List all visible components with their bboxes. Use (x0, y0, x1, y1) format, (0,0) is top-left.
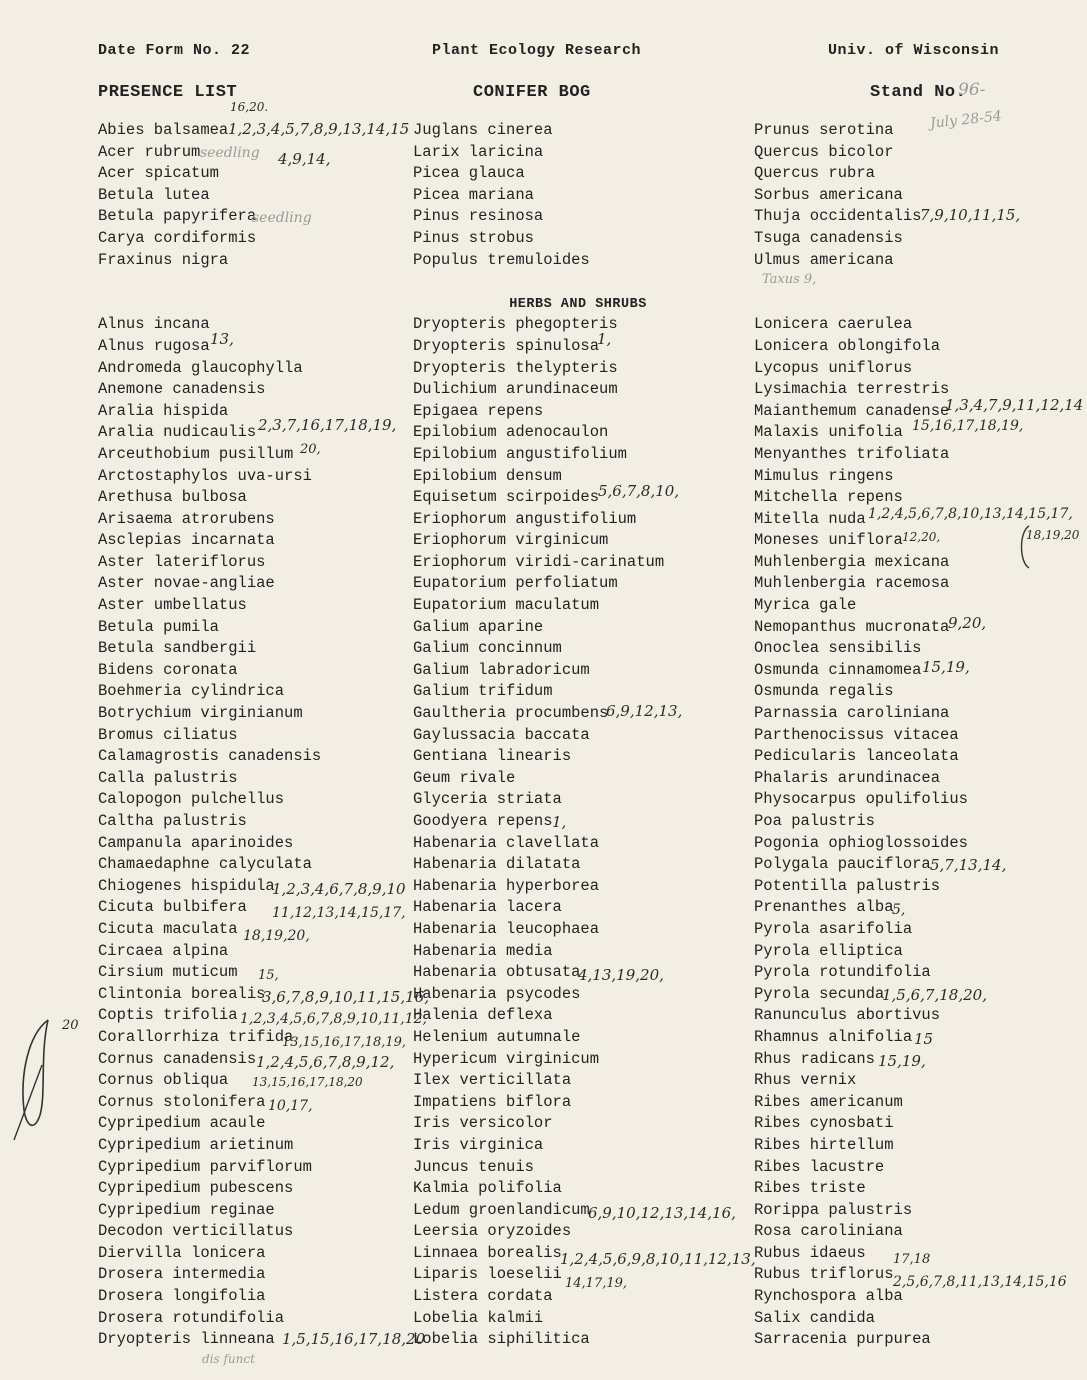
species-column-1 (98, 120, 428, 1351)
species-entry: Betula sandbergii (98, 639, 257, 658)
species-entry: Phalaris arundinacea (754, 768, 941, 787)
stand-number: 96- (958, 80, 986, 100)
species-entry: Rorippa palustris (754, 1200, 913, 1219)
species-entry: Rubus triflorus (754, 1265, 894, 1284)
species-entry: Diervilla lonicera (98, 1243, 266, 1262)
species-entry: Ribes hirtellum (754, 1135, 894, 1154)
species-entry: Poa palustris (754, 812, 875, 830)
species-entry: Pyrola secunda (754, 984, 885, 1003)
species-entry: Cornus canadensis (98, 1049, 257, 1068)
species-entry: Arethusa bulbosa (98, 488, 247, 507)
species-entry: Goodyera repens (413, 812, 553, 830)
species-entry: Acer rubrum (98, 142, 201, 161)
species-entry: Aralia nudicaulis (98, 423, 257, 442)
species-entry: Rynchospora alba (754, 1287, 903, 1306)
note-malaxis: 15,16,17,18,19, (912, 418, 1024, 434)
species-entry: Epilobium adenocaulon (413, 423, 609, 442)
species-entry: Abies balsamea (98, 121, 229, 139)
species-entry: Cypripedium acaule (98, 1114, 266, 1133)
note-equisetum: 5,6,7,8,10, (598, 482, 680, 500)
note-clintonia: 3,6,7,8,9,10,11,15,16, (262, 988, 429, 1006)
species-entry: Alnus rugosa (98, 336, 210, 355)
species-entry: Cypripedium pubescens (98, 1179, 294, 1198)
species-entry: Pyrola rotundifolia (754, 963, 931, 982)
note-goodyera: 1, (552, 813, 567, 831)
species-entry: Drosera longifolia (98, 1287, 266, 1306)
species-entry: Cicuta maculata (98, 919, 238, 938)
species-entry: Cirsium muticum (98, 963, 238, 982)
species-entry: Geum rivale (413, 768, 516, 787)
species-entry: Picea mariana (413, 185, 534, 204)
note-nemopanthus: 9,20, (948, 614, 987, 632)
species-entry: Juglans cinerea (413, 121, 553, 139)
note-abies-top: 16,20. (230, 100, 269, 114)
species-entry: Prunus serotina (754, 121, 894, 139)
note-cicuta-m: 18,19,20, (243, 928, 310, 944)
species-entry: Juncus tenuis (413, 1157, 534, 1176)
species-entry: Drosera intermedia (98, 1265, 266, 1284)
species-entry: Betula pumila (98, 617, 219, 636)
species-entry: Habenaria lacera (413, 898, 562, 917)
note-liparis: 14,17,19, (565, 1276, 628, 1291)
note-cornus-sto: 10,17, (268, 1098, 313, 1114)
note-habenaria-obt: 4,13,19,20, (578, 966, 664, 984)
species-entry: Epigaea repens (413, 401, 544, 420)
note-arceuthobium: 20, (300, 442, 321, 457)
species-entry: Gaultheria procumbens (413, 704, 609, 723)
species-entry: Mitella nuda (754, 509, 866, 528)
note-pyrola-sec: 1,5,6,7,18,20, (882, 986, 987, 1004)
species-entry: Polygala pauciflora (754, 855, 931, 874)
margin-bracket-mark (10, 1015, 60, 1145)
species-entry: Habenaria leucophaea (413, 919, 600, 938)
species-entry: Rhus vernix (754, 1071, 857, 1090)
note-coptis: 1,2,3,4,5,6,7,8,9,10,11,12, (240, 1011, 428, 1027)
species-entry: Onoclea sensibilis (754, 639, 922, 658)
note-linnaea: 1,2,4,5,6,9,8,10,11,12,13, (560, 1250, 756, 1268)
species-column-3 (754, 120, 1084, 1351)
row-gap (98, 271, 428, 293)
species-entry: Picea glauca (413, 164, 525, 183)
species-entry: Mitchella repens (754, 488, 903, 507)
species-entry: Muhlenbergia racemosa (754, 574, 950, 593)
species-entry: Ribes triste (754, 1179, 866, 1198)
species-entry: Ribes lacustre (754, 1157, 885, 1176)
species-entry: Galium concinnum (413, 639, 562, 658)
species-entry: Bromus ciliatus (98, 725, 238, 744)
species-entry: Epilobium densum (413, 466, 562, 485)
species-entry: Pedicularis lanceolata (754, 747, 959, 766)
species-entry: Pogonia ophioglossoides (754, 833, 968, 852)
species-entry: Pinus strobus (413, 228, 534, 247)
note-alnus-rugosa: 13, (210, 330, 234, 348)
species-entry: Dulichium arundinaceum (413, 380, 618, 399)
species-entry: Nemopanthus mucronata (754, 617, 950, 636)
species-entry: Aster umbellatus (98, 596, 247, 615)
species-entry: Eriophorum angustifolium (413, 509, 637, 528)
species-entry: Leersia oryzoides (413, 1222, 572, 1241)
species-entry: Arceuthobium pusillum (98, 444, 294, 463)
species-entry: Ilex verticillata (413, 1071, 572, 1090)
species-entry: Epilobium angustifolium (413, 444, 627, 463)
note-dryopteris-lin: 1,5,15,16,17,18,20 (282, 1330, 426, 1348)
species-entry: Botrychium virginianum (98, 704, 303, 723)
species-entry: Sarracenia purpurea (754, 1330, 931, 1349)
species-entry: Cypripedium parviflorum (98, 1157, 312, 1176)
species-entry: Cornus stolonifera (98, 1092, 266, 1111)
species-entry: Equisetum scirpoides (413, 488, 600, 507)
species-entry: Glyceria striata (413, 790, 562, 809)
note-prenanthes: 5, (892, 902, 906, 918)
research-title: Plant Ecology Research (432, 42, 642, 59)
species-entry: Prenanthes alba (754, 898, 894, 917)
note-rubus-tri: 2,5,6,7,8,11,13,14,15,16 (893, 1274, 1067, 1290)
note-aralia-nud: 2,3,7,16,17,18,19, (258, 416, 397, 434)
species-entry: Corallorrhiza trifida (98, 1027, 294, 1046)
species-entry: Rubus idaeus (754, 1243, 866, 1262)
species-entry: Clintonia borealis (98, 984, 266, 1003)
note-taxus: Taxus 9, (762, 272, 817, 287)
species-entry: Helenium autumnale (413, 1027, 581, 1046)
species-entry: Bidens coronata (98, 660, 238, 679)
species-entry: Linnaea borealis (413, 1243, 562, 1262)
species-entry: Galium trifidum (413, 682, 553, 701)
note-rubus-top: 17,18 (893, 1252, 931, 1267)
species-entry: Ribes cynosbati (754, 1114, 894, 1133)
species-entry: Hypericum virginicum (413, 1049, 600, 1068)
note-mitella-bracket: 18,19,20 (1026, 528, 1080, 542)
species-entry: Quercus rubra (754, 164, 875, 183)
note-thuja: 7,9,10,11,15, (920, 206, 1021, 224)
species-entry: Thuja occidentalis (754, 207, 922, 226)
note-abies: 1,2,3,4,5,7,8,9,13,14,15 (228, 120, 410, 138)
species-entry: Iris versicolor (413, 1114, 553, 1133)
species-entry: Calla palustris (98, 768, 238, 787)
species-entry: Larix laricina (413, 142, 544, 161)
species-entry: Caltha palustris (98, 812, 247, 830)
note-betula-pap-pencil: seedling (252, 210, 312, 226)
species-entry: Galium aparine (413, 617, 544, 636)
species-entry: Rosa caroliniana (754, 1222, 903, 1241)
row-gap (413, 271, 743, 293)
form-number: Date Form No. 22 (98, 42, 251, 59)
species-entry: Populus tremuloides (413, 250, 590, 269)
species-entry: Habenaria clavellata (413, 833, 600, 852)
species-entry: Habenaria psycodes (413, 984, 581, 1003)
species-entry: Lobelia siphilitica (413, 1330, 590, 1349)
note-ledum: 6,9,10,12,13,14,16, (588, 1204, 736, 1222)
note-dryopteris-spin: 1, (597, 330, 612, 348)
species-entry: Coptis trifolia (98, 1006, 238, 1025)
species-entry: Alnus incana (98, 315, 210, 334)
note-dryopteris-lin-pencil: dis funct (202, 1352, 255, 1366)
species-entry: Gaylussacia baccata (413, 725, 590, 744)
species-entry: Arctostaphylos uva-ursi (98, 466, 312, 485)
species-entry: Parthenocissus vitacea (754, 725, 959, 744)
species-entry: Salix candida (754, 1308, 875, 1327)
species-entry: Cypripedium arietinum (98, 1135, 294, 1154)
species-entry: Lysimachia terrestris (754, 380, 950, 399)
note-cornus-obl: 13,15,16,17,18,20 (252, 1075, 363, 1089)
row-gap (98, 293, 428, 315)
species-entry: Menyanthes trifoliata (754, 444, 950, 463)
species-entry: Mimulus ringens (754, 466, 894, 485)
species-entry: Acer spicatum (98, 164, 219, 183)
species-entry: Halenia deflexa (413, 1006, 553, 1025)
species-entry: Cypripedium reginae (98, 1200, 275, 1219)
presence-list-title: PRESENCE LIST (98, 83, 238, 102)
species-entry: Liparis loeselii (413, 1265, 562, 1284)
species-entry: Eupatorium perfoliatum (413, 574, 618, 593)
species-entry: Sorbus americana (754, 185, 903, 204)
species-entry: Lobelia kalmii (413, 1308, 544, 1327)
species-entry: Myrica gale (754, 596, 857, 615)
species-entry: Eriophorum virginicum (413, 531, 609, 550)
note-moneses: 12,20, (902, 530, 941, 544)
species-entry: Circaea alpina (98, 941, 229, 960)
species-entry: Dryopteris spinulosa (413, 336, 600, 355)
species-entry: Asclepias incarnata (98, 531, 275, 550)
species-entry: Cicuta bulbifera (98, 898, 247, 917)
species-entry: Parnassia caroliniana (754, 704, 950, 723)
species-entry: Pyrola elliptica (754, 941, 903, 960)
species-entry: Boehmeria cylindrica (98, 682, 285, 701)
note-osmunda-c: 15,19, (922, 658, 970, 676)
species-entry: Betula lutea (98, 185, 210, 204)
species-entry: Dryopteris thelypteris (413, 358, 618, 377)
species-entry: Anemone canadensis (98, 380, 266, 399)
date-note: July 28-54 (929, 108, 1003, 132)
species-entry: Aster novae-angliae (98, 574, 275, 593)
species-entry: Physocarpus opulifolius (754, 790, 968, 809)
species-entry: Andromeda glaucophylla (98, 358, 303, 377)
note-gaultheria: 6,9,12,13, (606, 702, 683, 720)
species-entry: Calamagrostis canadensis (98, 747, 322, 766)
species-entry: Maianthemum canadense (754, 401, 950, 420)
species-entry: Aster lateriflorus (98, 552, 266, 571)
species-entry: Fraxinus nigra (98, 250, 229, 269)
species-entry: Chiogenes hispidula (98, 876, 275, 895)
section-heading-herbs-shrubs: HERBS AND SHRUBS (509, 296, 647, 312)
species-entry: Kalmia polifolia (413, 1179, 562, 1198)
community-title: CONIFER BOG (473, 83, 591, 102)
note-corallorrhiza: 13,15,16,17,18,19, (282, 1035, 407, 1050)
species-entry: Rhus radicans (754, 1049, 875, 1068)
note-mitella: 1,2,4,5,6,7,8,10,13,14,15,17, (868, 506, 1073, 522)
species-entry: Galium labradoricum (413, 660, 590, 679)
university-name: Univ. of Wisconsin (828, 42, 1000, 59)
species-entry: Habenaria hyperborea (413, 876, 600, 895)
species-entry: Campanula aparinoides (98, 833, 294, 852)
species-entry: Rhamnus alnifolia (754, 1027, 913, 1046)
note-polygala: 5,7,13,14, (930, 856, 1007, 874)
species-entry: Decodon verticillatus (98, 1222, 294, 1241)
stand-label: Stand No. (870, 83, 967, 102)
note-cirsium: 15, (258, 968, 279, 983)
species-entry: Carya cordiformis (98, 228, 257, 247)
note-cicuta-b: 11,12,13,14,15,17, (272, 905, 406, 921)
species-entry: Malaxis unifolia (754, 423, 903, 442)
species-entry: Gentiana linearis (413, 747, 572, 766)
note-cornus-can: 1,2,4,5,6,7,8,9,12, (256, 1053, 395, 1071)
species-entry: Habenaria media (413, 941, 553, 960)
species-entry: Dryopteris phegopteris (413, 315, 618, 334)
species-entry: Eriophorum viridi-carinatum (413, 552, 665, 571)
species-entry: Lonicera caerulea (754, 315, 913, 334)
species-entry: Impatiens biflora (413, 1092, 572, 1111)
note-maianthemum: 1,3,4,7,9,11,12,14 (945, 396, 1084, 414)
species-entry: Arisaema atrorubens (98, 509, 275, 528)
note-coptis-margin: 20 (62, 1018, 79, 1033)
species-entry: Potentilla palustris (754, 876, 941, 895)
species-entry: Lycopus uniflorus (754, 358, 913, 377)
species-entry: Ribes americanum (754, 1092, 903, 1111)
species-entry: Osmunda cinnamomea (754, 660, 922, 679)
species-entry: Habenaria dilatata (413, 855, 581, 874)
species-entry: Dryopteris linneana (98, 1330, 275, 1349)
species-entry: Ledum groenlandicum (413, 1200, 590, 1219)
species-entry: Aralia hispida (98, 401, 229, 420)
species-entry: Lonicera oblongifola (754, 336, 941, 355)
note-acer-rubrum-pencil: seedling (200, 145, 260, 161)
species-entry: Moneses uniflora (754, 531, 903, 550)
species-entry: Iris virginica (413, 1135, 544, 1154)
species-entry: Betula papyrifera (98, 207, 257, 226)
note-chiogenes: 1,2,3,4,6,7,8,9,10 (272, 880, 406, 898)
note-rhamnus: 15 (914, 1030, 934, 1048)
species-entry: Habenaria obtusata (413, 963, 581, 982)
species-entry: Chamaedaphne calyculata (98, 855, 312, 874)
species-entry: Listera cordata (413, 1287, 553, 1306)
species-entry: Eupatorium maculatum (413, 596, 600, 615)
species-entry: Quercus bicolor (754, 142, 894, 161)
mitella-bracket-mark (1015, 524, 1035, 570)
species-entry: Pyrola asarifolia (754, 919, 913, 938)
row-gap (754, 293, 1084, 315)
note-acer-rubrum: 4,9,14, (278, 150, 331, 168)
species-entry: Ranunculus abortivus (754, 1006, 941, 1025)
species-entry: Drosera rotundifolia (98, 1308, 285, 1327)
species-entry: Cornus obliqua (98, 1071, 229, 1090)
species-entry: Calopogon pulchellus (98, 790, 285, 809)
species-column-2 (413, 120, 743, 1351)
species-entry: Muhlenbergia mexicana (754, 552, 950, 571)
species-entry: Ulmus americana (754, 250, 894, 269)
species-entry: Pinus resinosa (413, 207, 544, 226)
species-entry: Tsuga canadensis (754, 228, 903, 247)
note-rhus-rad: 15,19, (878, 1052, 926, 1070)
species-entry: Osmunda regalis (754, 682, 894, 701)
